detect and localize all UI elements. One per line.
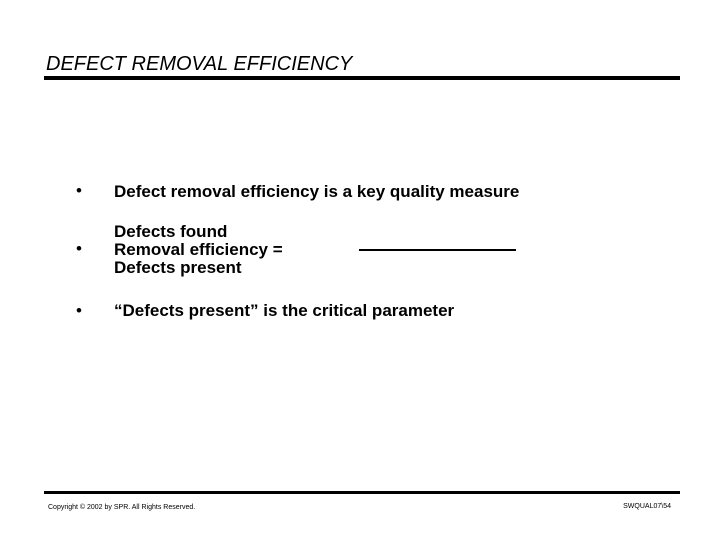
title-underline xyxy=(44,76,680,80)
bullet-text-key-quality-measure: Defect removal efficiency is a key quality measure xyxy=(114,182,520,201)
footer-rule xyxy=(44,491,680,494)
formula-label: Removal efficiency = xyxy=(114,240,283,259)
copyright-notice: Copyright © 2002 by SPR. All Rights Reserved. xyxy=(48,504,196,511)
bullet-icon: • xyxy=(76,301,82,320)
formula-numerator: Defects found xyxy=(114,222,228,241)
formula-denominator: Defects present xyxy=(114,258,242,277)
bullet-icon: • xyxy=(76,181,82,200)
bullet-icon: • xyxy=(76,239,82,258)
slide-title: DEFECT REMOVAL EFFICIENCY xyxy=(46,53,353,75)
slide-code: SWQUAL07\54 xyxy=(623,503,671,510)
bullet-text-critical-parameter: “Defects present” is the critical parameter xyxy=(114,301,455,320)
fraction-bar xyxy=(359,249,516,251)
